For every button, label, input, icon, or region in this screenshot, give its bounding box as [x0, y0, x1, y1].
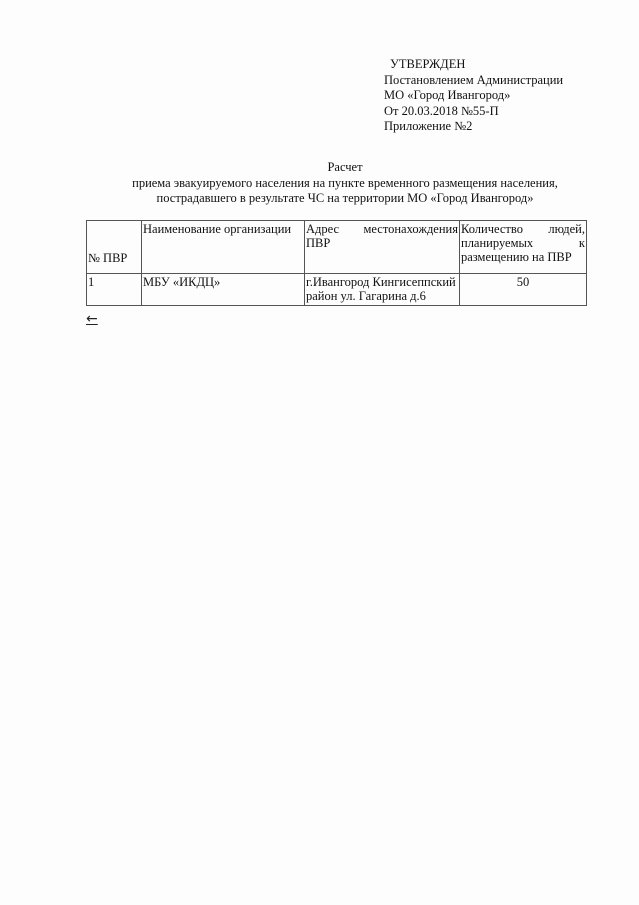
- cell-address-line-2: район ул. Гагарина д.6: [306, 289, 426, 303]
- approval-stamp: [384, 57, 563, 135]
- approved-heading: УТВЕРЖДЕН: [390, 57, 466, 71]
- pvr-table: [86, 220, 587, 306]
- cell-address-line-1: г.Ивангород Кингисеппский: [306, 275, 456, 289]
- header-address-line-2: ПВР: [306, 236, 331, 250]
- cell-count: 50: [460, 274, 587, 306]
- header-address: [305, 221, 460, 274]
- approval-line-1: Постановлением Администрации: [384, 72, 564, 87]
- return-arrow-icon[interactable]: ←: [86, 311, 98, 327]
- approval-line-3: От 20.03.2018 №55-П: [384, 103, 499, 118]
- header-num: № ПВР: [87, 221, 142, 274]
- cell-address: [305, 274, 460, 306]
- title-line-3: пострадавшего в результате ЧС на территории МО «Город Ивангород»: [156, 191, 534, 205]
- header-count-line-3: размещению на ПВР: [461, 250, 572, 264]
- document-title: [60, 160, 630, 207]
- cell-org: МБУ «ИКДЦ»: [142, 274, 305, 306]
- cell-num: 1: [87, 274, 142, 306]
- header-count-line-1: Количество людей,: [461, 222, 585, 236]
- title-line-1: Расчет: [327, 160, 363, 174]
- header-org: Наименование организации: [142, 221, 305, 274]
- title-line-2: приема эвакуируемого населения на пункте временного размещения населения,: [132, 175, 558, 190]
- table-row: [87, 274, 587, 306]
- header-address-line-1: Адрес местонахождения: [306, 222, 458, 236]
- header-count: [460, 221, 587, 274]
- table-header-row: [87, 221, 587, 274]
- approval-line-2: МО «Город Ивангород»: [384, 88, 511, 102]
- approval-line-4: Приложение №2: [384, 119, 473, 133]
- header-count-line-2: планируемых к: [461, 236, 585, 250]
